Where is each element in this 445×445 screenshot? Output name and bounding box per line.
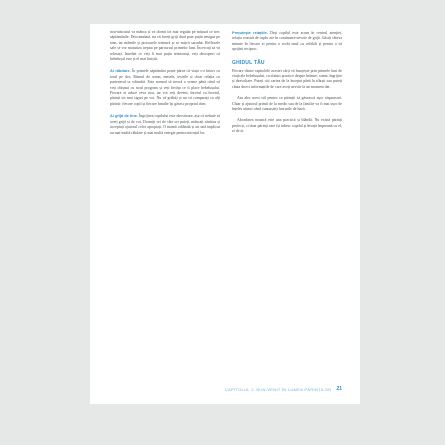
paragraph [232, 69, 342, 91]
paragraph [110, 30, 220, 62]
paragraph-text: Am ales acest stil pentru ca părinții să găsească ușor răspunsuri. Chiar și ajutorul primit de la medic sau de la familie va fi mai ușor de înțeles atunci când cunoașteți lucrurile de bază. [232, 96, 342, 112]
paragraph [232, 118, 342, 134]
paragraph [232, 96, 342, 112]
paragraph-text: Deși copilul este acum în centrul atenției, relația voastră de cuplu are în continuare nevoie de grijă. Găsiți câteva minute în fiecare zi pentru a vorbi unul cu celălalt și pentru a vă sprijini reciproc. [232, 31, 342, 52]
paragraph-text: În primele săptămâni poate părea că viața s-a întors cu totul pe dos. Ritmul de somn, mesele, ieșirile și chiar relația cu partenerul se schimbă. Este normal să treacă o vreme până când vă veți obișnui cu noul program și veți învăța ce îi place bebelușului. Fiecare zi aduce ceva nou, iar voi veți deveni, încetul cu încetul, părinți tot mai siguri pe voi. Nu vă grăbiți și nu vă comparați cu alți părinți: fiecare copil și fiecare familie își găsesc propriul ritm. [110, 69, 220, 106]
paragraph [232, 30, 342, 53]
left-column [110, 30, 220, 142]
page-number: 21 [336, 386, 342, 392]
paragraph-text: nou-născutul va mânca și va dormi tot mai regulat pe măsură ce trec săptămânile. Deocamdată, nu vă faceți griji dacă pare puțin nesigur pe sine, iar mâinile și picioarele tremură și se mișcă sacadat. Reflexele sale se vor maturiza treptat pe parcursul primelor luni. Încercați să vă relaxați. Imediat ce veți fi mai puțin tensionați, veți descoperi că bebelușul este și el mai liniștit. [110, 30, 220, 62]
paragraph-text: Fiecare dintre capitolele acestei cărți vă însoțește prin primele luni de viață ale bebelușului, cu sfaturi practice despre hrănire, somn, îngrijire și dezvoltare. Puteți citi cartea de la început până la sfârșit sau puteți căuta direct informațiile de care aveți nevoie la un moment dat. [232, 68, 342, 89]
book-page [90, 24, 360, 404]
paragraph [110, 113, 220, 136]
paragraph-lead: Ai grijă de tine. [110, 113, 138, 119]
paragraph-lead: Prețuiește relațiile. [232, 30, 268, 35]
paragraph-text: Îngrijirea copilului este obositoare, așa că trebuie să aveți grijă și de voi. Dormiți ori de câte ori puteți, mâncați sănătos și acceptați ajutorul celor apropiați. O mamă odihnită și un tată implicat au mai multă răbdare și mai multă energie pentru micuțul lor. [110, 114, 221, 135]
paragraph [110, 68, 220, 107]
section-heading: GHIDUL TĂU [232, 59, 265, 66]
paragraph-lead: Ai răbdare. [110, 68, 131, 74]
paragraph-text: Abordarea noastră este una practică și blândă. Nu există părinți perfecți, ci doar părinți care își iubesc copilul și învață împreună cu el, zi de zi. [232, 118, 342, 134]
page-footer [90, 386, 360, 392]
right-column [232, 30, 342, 141]
running-head: CAPITOLUL 1: BUN-VENIT ÎN LUMEA PĂRINȚILOR [224, 386, 332, 392]
